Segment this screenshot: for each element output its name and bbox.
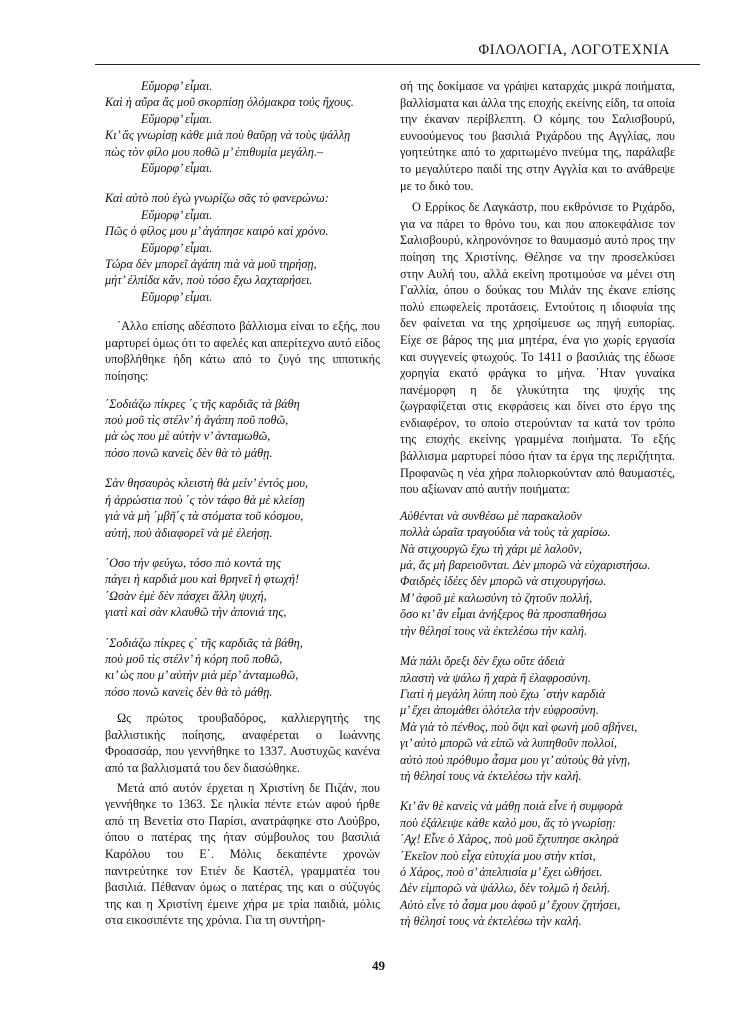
verse-line: κι’ ὡς που μ’ αὐτὴν μιὰ μέρ’ ἀνταμωθῶ, (105, 668, 299, 683)
verse-line: γιὰ νὰ μὴ ΄μβῆ΄ς τὰ στόματα τοῦ κόσμου, (105, 509, 304, 524)
verse-line: ΄Οσο τὴν φεύγω, τόσο πιὸ κοντά της (105, 555, 281, 570)
verse-line: Δὲν εἰμπορῶ νὰ ψάλλω, δὲν τολμῶ ἡ δειλή. (400, 881, 611, 896)
refrain-line: Εὔμορφ’ εἶμαι. (141, 289, 213, 304)
verse-line: Γιατὶ ἡ μεγάλη λύπη ποὺ ἔχω ΄στὴν καρδιὰ (400, 686, 606, 701)
poem-stanza (105, 555, 380, 621)
verse-line: Αὐτὸ εἶνε τὸ ἆσμα μου ἀφοῦ μ’ ἔχουν ζητήσει, (400, 897, 621, 912)
verse-line: Καὶ αὐτὸ ποὺ ἐγὼ γνωρίζω σᾶς τὸ φανερώνω: (105, 191, 329, 206)
poem-stanza (105, 190, 380, 305)
verse-line: ὅσο κι’ ἂν εἶμαι ἀνήξερος θὰ προσπαθήσω (400, 607, 607, 622)
verse-line: ΄Αχ! Εἶνε ὁ Χάρος, ποὺ μοῦ ἔχτυπησε σκληρὰ (400, 832, 619, 847)
refrain-line: Εὔμορφ’ εἶμαι. (141, 207, 213, 222)
verse-line: μ’ ἔχει ἀπομάθει ὁλότελα τὴν εὐφροσύνη. (400, 703, 599, 718)
poem-stanza (105, 396, 380, 462)
poem-stanza (105, 475, 380, 541)
poem-stanza (400, 653, 675, 784)
verse-line: τὴ θέλησί τους νὰ ἐκτελέσω τὴν καλή. (400, 768, 582, 783)
paragraph-christine-de-pizan: Μετά από αυτόν έρχεται η Χριστίνη δε Πιζάν, που γεννήθηκε το 1363. Σε ηλικία πέντε ετών αφού ήρθε από τη Βενετία στο Παρίσι, ανατράφηκε στο Λούβρο, όπου ο πατέρας της ήταν σύμβουλος του βασιλιά Καρόλου του Ε΄. Μόλις δεκαπέντε χρονών παντρεύτηκε τον Ετιέν δε Καστέλ, γραμματέα του βασιλιά. Πέθαναν όμως ο πατέρας της και ο σύζυγός της και η Χριστίνη έμεινε χήρα με τρία παιδιά, μόλις στα εικοσιπέντε της χρόνια. Για τη συντήρη- (105, 780, 380, 928)
refrain-line: Εὔμορφ’ εἶμαι. (141, 79, 213, 93)
poem-authentai (400, 508, 675, 930)
verse-line: τὴν θέλησί τους νὰ ἐκτελέσω τὴν καλή. (400, 623, 588, 638)
verse-line: πάγει ἡ καρδιά μου καὶ θρηνεῖ ἡ φτωχή! (105, 572, 300, 587)
verse-line: Σὰν θησαυρὸς κλειστὴ θὰ μείν’ ἐντός μου, (105, 476, 309, 491)
poem-stanza (105, 635, 380, 701)
verse-line: ΄Εκεῖον ποὺ εἶχα εὐτυχία μου στὴν κτίσι, (400, 848, 596, 863)
verse-line: Αὐθένται νὰ συνθέσω μὲ παρακαλοῦν (400, 508, 582, 523)
right-column (400, 78, 675, 930)
verse-line: μὰ ὡς που μὲ αὐτὴν ν’ ἀνταμωθῶ, (105, 429, 271, 444)
verse-line: πλαστὴ νὰ ψάλω ἢ χαρὰ ἢ ἐλαφροσύνη. (400, 670, 591, 685)
poem-stanza (105, 78, 380, 176)
verse-line: ΄Σοδιάζω πίκρες ς΄ τῆς καρδιᾶς τὰ βάθη, (105, 635, 303, 650)
verse-line: μήτ’ ἐλπίδα κἄν, ποὺ τόσο ἔχω λαχταρήσει. (105, 273, 313, 288)
poem-sodiazo-pikres (105, 396, 380, 701)
verse-line: γιατὶ καὶ σὰν κλαυθῶ τὴν ἀπονιά της, (105, 605, 287, 620)
refrain-line: Εὔμορφ’ εἶμαι. (141, 111, 213, 126)
verse-line: Κι’ ἄς γνωρίσῃ κάθε μιὰ ποὺ θαῦρῃ νὰ τοὺς ψάλλῃ (105, 128, 351, 143)
poem-stanza (400, 798, 675, 929)
verse-line: Τώρα δὲν μπορεῖ ἀγάπη πιὰ νὰ μοῦ τηρήσῃ, (105, 257, 317, 272)
verse-line: Νὰ στιχουργῶ ἔχω τὴ χάρι μὲ λαλοῦν, (400, 541, 582, 556)
verse-line: Πῶς ὁ φίλος μου μ’ ἀγάπησε καιρὸ καὶ χρόνο. (105, 224, 329, 239)
verse-line: ὁ Χάρος, ποὺ σ’ ἀπελπισία μ’ ἔχει ὠθήσει. (400, 864, 603, 879)
verse-line: ΄Σοδιάζω πίκρες ΄ς τῆς καρδιᾶς τὰ βάθη (105, 396, 300, 411)
verse-line: ΄Ωσὰν ἐμὲ δὲν πάσχει ἄλλη ψυχή, (105, 588, 267, 603)
verse-line: μά, ἄς μὴ βαρειοῦνται. Δὲν μπορῶ νὰ εὐχαριστήσω. (400, 558, 651, 573)
verse-line: Κι’ ἂν θὲ κανεὶς νὰ μάθῃ ποιὰ εἶνε ἡ συμφορὰ (400, 799, 623, 814)
verse-line: ποὺ μοῦ τὶς στέλν’ ἡ κόρη ποῦ ποθῶ, (105, 651, 283, 666)
verse-line: ποὺ ἐξάλειψε κάθε καλό μου, ἄς τὸ γνωρίσῃ: (400, 815, 617, 830)
paragraph-adespoto: ΄Αλλο επίσης αδέσποτο βάλλισμα είναι το εξής, που μαρτυρεί όμως ότι το αφελές και απερίτεχνο αυτό είδος υποβλήθηκε ήδη κάτω από το ζυγό της ιπποτικής ποίησης: (105, 319, 380, 384)
paragraph-froissart: Ως πρώτος τρουβαδόρος, καλλιεργητής της βαλλιστικής ποίησης, αναφέρεται ο Ιωάννης Φροασσάρ, που γεννήθηκε το 1337. Αυστυχῶς κανένα από τα βαλλισματά του δεν διασώθηκε. (105, 711, 380, 775)
verse-line: τὴ θέλησί τους νὰ ἐκτελέσω τὴν καλή. (400, 914, 582, 929)
verse-line: ποὺ μοῦ τὶς στέλν’ ἡ ἀγάπη ποῦ ποθῶ, (105, 413, 289, 428)
verse-line: πόσο πονῶ κανεὶς δὲν θὰ τὸ μάθῃ. (105, 445, 273, 460)
verse-line: Μ’ ἀφοῦ μὲ καλωσύνη τὸ ζητοῦν πολλή, (400, 590, 593, 605)
verse-line: πὼς τὸν φίλο μου ποθῶ μ’ ἐπιθυμία μεγάλη.– (105, 144, 324, 159)
running-header (95, 40, 700, 65)
verse-line: πολλὰ ὡραῖα τραγούδια νὰ τοὺς τὰ χαρίσω. (400, 525, 611, 540)
verse-line: αὐτή, ποὺ ἀδιαφορεῖ νὰ μὲ ἐλεήσῃ. (105, 525, 273, 540)
verse-line: Μὰ γιὰ τὸ πένθος, ποὺ ὅψι καὶ φωνὴ μοῦ σβήνει, (400, 719, 638, 734)
verse-line: αὐτὸ ποὺ πρόθυμο ἆσμα μου γι’ αὐτοὺς θὰ γίνῃ, (400, 752, 631, 767)
refrain-line: Εὔμορφ’ εἶμαι. (141, 240, 213, 255)
paragraph-continuation: σή της δοκίμασε να γράψει καταρχάς μικρά ποιήματα, βαλλίσματα και άλλα της εποχής εκείνης είδη, τα οποία την έκαναν περίβλεπτη. Ο κόμης του Σαλισβουρύ, ευνοούμενος του βασιλιά Ριχάρδου της Αγγλίας, που γοητεύτηκε από το χαριτωμένο πνεύμα της, παράλαβε το μεγαλύτερο παιδί της στην Αγγλία και το ανάθρεψε με το δικό του. (400, 79, 675, 193)
verse-line: ἡ ἀρρώστια ποὺ ΄ς τὸν τάφο θὰ μὲ κλείσῃ (105, 492, 305, 507)
header-title: ΦΙΛΟΛΟΓΙΑ, ΛΟΓΟΤΕΧΝΙΑ (478, 42, 670, 58)
page-number: 49 (372, 958, 385, 973)
poem-stanza (400, 508, 675, 639)
left-column (105, 78, 380, 929)
verse-line: πόσο πονῶ κανεὶς δὲν θὰ τὸ μάθῃ. (105, 684, 273, 699)
verse-line: Μὰ πάλι ὄρεξι δὲν ἔχω οὔτε ἀδειὰ (400, 654, 565, 669)
verse-line: Φαιδρὲς ἰδέες δὲν μπορῶ νὰ στιχουργήσω. (400, 574, 607, 589)
paragraph-lancaster: Ο Ερρίκος δε Λαγκάστρ, που εκθρόνισε το Ριχάρδο, για να πάρει το θρόνο του, και που αποκεφάλισε τον Σαλισβουρύ, κληρονόνησε το θαυμασμό αυτό προς την ποίηση της Χριστίνης. Θέλησε να την προσελκύσει στην Αυλή του, αλλά εκείνη προτιμούσε να μένει στη Γαλλία, όπου ο δούκας του Μιλάν της έκανε επίσης πολύ επωφελείς προτάσεις. Εντούτοις η ιδιοφυία της δεν φαίνεται να της χρησίμευσε ως πηγή ευπορίας. Είχε σε βάρος της μια μητέρα, ένα γιο χωρίς εργασία και συγγενείς φτωχούς. Το 1411 ο βασιλιάς της έδωσε χορηγία εκατό φράγκα το μήνα. ΄Ηταν γυναίκα πανέμορφη η δε γλυκύτητα της ψυχής της ζωγραφίζεται στις εκφράσεις και δίνει στο έργο της ενδιαφέρον, το οποίο στερούνταν τα κατά τον τρόπο της εποχής εκείνης γραμμένα ποιήματα. Το εξής βάλλισμα μαρτυρεί πόσο ήταν τα έργα της περιζήτητα. Προφανῶς η νέα χήρα πολιορκούνταν από θαυμαστές, που αξίωναν από αυτήν ποιήματα: (400, 200, 675, 497)
verse-line: Καὶ ἡ αὔρα ἄς μοῦ σκορπίσῃ ὁλόμακρα τούς ἤχους. (105, 95, 354, 110)
poem-refrain-eumorf (105, 78, 380, 305)
verse-line: γι’ αὐτὸ μπορῶ νὰ εἰπῶ νὰ λυπηθοῦν πολλοί, (400, 736, 618, 751)
refrain-line: Εὔμορφ’ εἶμαι. (141, 161, 213, 176)
